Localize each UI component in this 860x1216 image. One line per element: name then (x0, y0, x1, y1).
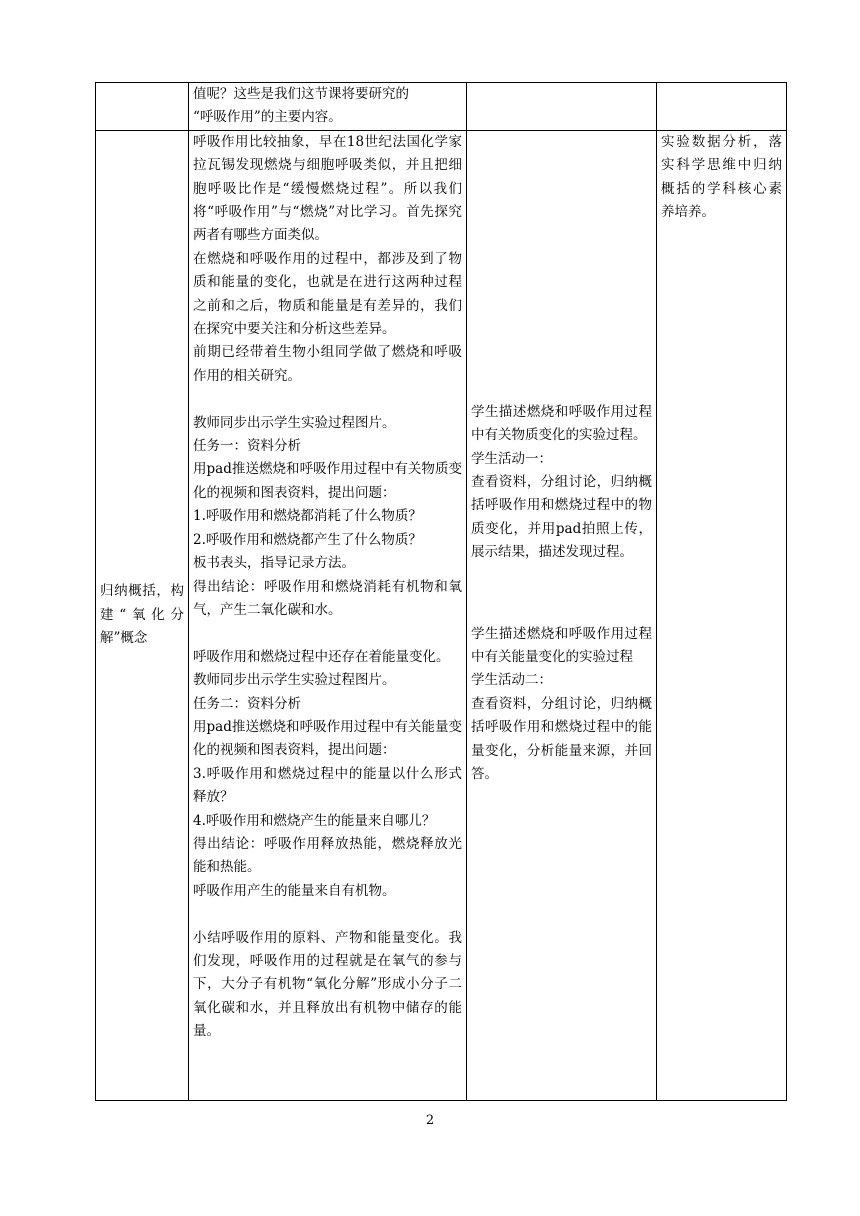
paragraph: 呼吸作用产生的能量来自有机物。 (193, 882, 396, 899)
table-row (96, 83, 787, 131)
paragraph: “呼吸作用”的主要内容。 (193, 109, 342, 126)
table-row (96, 130, 787, 1100)
blank-line (193, 622, 462, 645)
spacer (471, 131, 652, 401)
lesson-plan-table (95, 82, 787, 1101)
paragraph: 前期已经带着生物小组同学做了燃烧和呼吸作用的相关研究。 (193, 344, 462, 384)
stage-cell (96, 130, 189, 1100)
paragraph: 教师同步出示学生实验过程图片。 (193, 672, 396, 689)
paragraph: 呼吸作用和燃烧过程中还存在着能量变化。 (193, 648, 450, 665)
student-activity-cell (467, 83, 657, 131)
question: 1.呼吸作用和燃烧都消耗了什么物质？ (193, 508, 422, 525)
paragraph: 教师同步出示学生实验过程图片。 (193, 414, 396, 431)
paragraph: 呼吸作用比较抽象，早在18世纪法国化学家拉瓦锡发现燃烧与细胞呼吸类似，并且把细胞呼吸比作是“缓慢燃烧过程”。所以我们将“呼吸作用”与“燃烧”对比学习。首先探究两者有哪些方面类似。 (193, 133, 462, 244)
spacer (471, 565, 652, 623)
paragraph: 查看资料，分组讨论，归纳概括呼吸作用和燃烧过程中的能量变化，分析能量来源，并回答。 (471, 695, 652, 783)
stage-cell (96, 83, 189, 131)
page-number: 2 (425, 1113, 435, 1128)
student-activity-cell (467, 130, 657, 1100)
paragraph: 学生描述燃烧和呼吸作用过程中有关能量变化的实验过程 (471, 625, 652, 666)
paragraph: 实验数据分析，落实科学思维中归纳概括的学科核心素养培养。 (661, 133, 782, 221)
paragraph: 板书表头，指导记录方法。 (193, 555, 355, 572)
stage-title: 归纳概括，构建“氧化分解”概念 (100, 583, 184, 647)
task-heading: 任务二：资料分析 (193, 695, 301, 712)
activity-heading: 学生活动二： (471, 672, 552, 689)
paragraph: 用pad推送燃烧和呼吸作用过程中有关能量变化的视频和图表资料，提出问题： (193, 718, 462, 759)
teacher-activity-cell (189, 130, 467, 1100)
conclusion: 得出结论：呼吸作用和燃烧消耗有机物和氧气，产生二氧化碳和水。 (193, 578, 462, 618)
design-intent-cell (657, 130, 787, 1100)
conclusion: 得出结论：呼吸作用释放热能，燃烧释放光能和热能。 (193, 835, 462, 876)
paragraph: 查看资料，分组讨论，归纳概括呼吸作用和燃烧过程中的物质变化，并用pad拍照上传，展示结果，描述发现过程。 (471, 474, 652, 561)
paragraph: 在燃烧和呼吸作用的过程中，都涉及到了物质和能量的变化，也就是在进行这两种过程之前和之后，物质和能量是有差异的，我们在探究中要关注和分析这些差异。 (193, 250, 462, 338)
paragraph: 用pad推送燃烧和呼吸作用过程中有关物质变化的视频和图表资料，提出问题： (193, 461, 462, 501)
activity-heading: 学生活动一： (471, 450, 552, 467)
blank-line (193, 903, 462, 926)
design-intent-cell (657, 83, 787, 131)
blank-line (193, 388, 462, 411)
paragraph: 学生描述燃烧和呼吸作用过程中有关物质变化的实验过程。 (471, 403, 652, 444)
summary: 小结呼吸作用的原料、产物和能量变化。我们发现，呼吸作用的过程就是在氧气的参与下，大分子有机物“氧化分解”形成小分子二氧化碳和水，并且释放出有机物中储存的能量。 (193, 929, 462, 1040)
paragraph: 值呢？这些是我们这节课将要研究的 (193, 86, 409, 102)
task-heading: 任务一：资料分析 (193, 438, 301, 455)
question: 3.呼吸作用和燃烧过程中的能量以什么形式释放？ (193, 765, 462, 806)
question: 4.呼吸作用和燃烧产生的能量来自哪儿？ (193, 812, 436, 829)
teacher-activity-cell (189, 83, 467, 131)
question: 2.呼吸作用和燃烧都产生了什么物质？ (193, 531, 422, 548)
